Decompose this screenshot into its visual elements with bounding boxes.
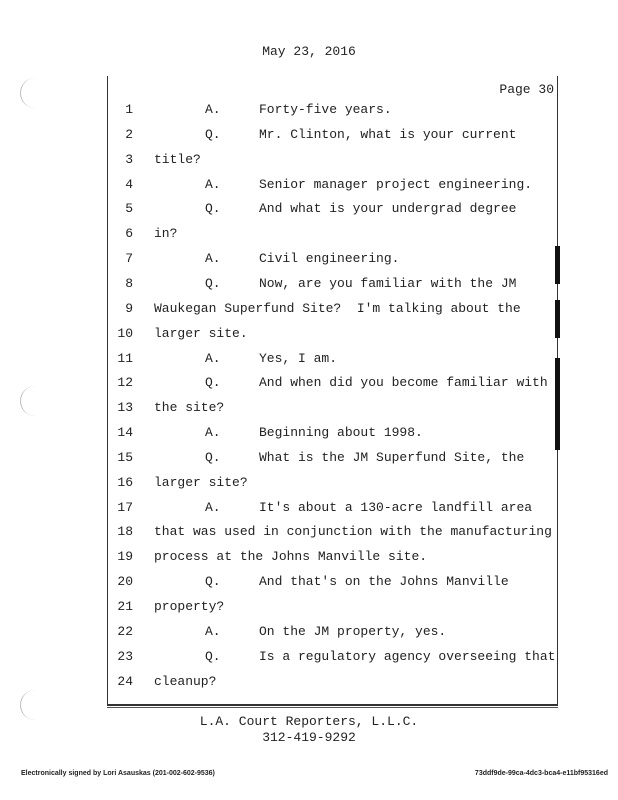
- line-text: cleanup?: [154, 673, 217, 689]
- transcript-line: [0, 177, 618, 197]
- line-text: It's about a 130-acre landfill area: [259, 499, 533, 515]
- speaker-label: A.: [205, 499, 221, 515]
- speaker-label: A.: [205, 425, 221, 441]
- transcript-line: [0, 649, 618, 669]
- transcript-line: [0, 375, 618, 395]
- transcript-line: [0, 226, 618, 246]
- speaker-label: A.: [205, 176, 221, 192]
- line-text: Mr. Clinton, what is your current: [259, 126, 517, 142]
- transcript-line: [0, 201, 618, 221]
- line-number: 8: [125, 275, 133, 291]
- transcript-line: [0, 276, 618, 296]
- line-number: 14: [117, 425, 133, 441]
- line-text: that was used in conjunction with the manufacturing: [154, 524, 552, 540]
- court-reporter-phone: 312-419-9292: [262, 730, 356, 745]
- speaker-label: Q.: [205, 126, 221, 142]
- transcript-line: [0, 425, 618, 445]
- transcript-line: [0, 624, 618, 644]
- line-number: 11: [117, 350, 133, 366]
- line-text: And what is your undergrad degree: [259, 201, 517, 217]
- line-number: 13: [117, 400, 133, 416]
- line-number: 21: [117, 599, 133, 614]
- line-number: 16: [117, 474, 133, 490]
- line-text: process at the Johns Manville site.: [154, 549, 428, 565]
- line-text: the site?: [154, 400, 225, 416]
- transcript-line: [0, 351, 618, 371]
- line-text: in?: [154, 226, 178, 242]
- line-text: Civil engineering.: [259, 251, 400, 267]
- transcript-line: [0, 102, 618, 122]
- line-number: 24: [117, 673, 133, 689]
- transcript-line: [0, 127, 618, 147]
- line-number: 23: [117, 648, 133, 664]
- transcript-line: [0, 475, 618, 495]
- transcript-line: [0, 400, 618, 420]
- line-number: 1: [125, 102, 133, 117]
- line-number: 3: [125, 151, 133, 167]
- line-number: 4: [125, 176, 133, 192]
- transcript-line: [0, 549, 618, 569]
- line-text: On the JM property, yes.: [259, 623, 447, 639]
- line-text: What is the JM Superfund Site, the: [259, 449, 525, 465]
- line-number: 2: [125, 126, 133, 142]
- speaker-label: Q.: [205, 648, 221, 664]
- transcript-line: [0, 450, 618, 470]
- court-reporter-name: L.A. Court Reporters, L.L.C.: [199, 714, 419, 729]
- line-text: larger site?: [154, 474, 248, 490]
- line-number: 10: [117, 325, 133, 341]
- line-number: 19: [117, 549, 133, 565]
- transcript-line: [0, 326, 618, 346]
- speaker-label: Q.: [205, 574, 221, 590]
- line-text: property?: [154, 599, 225, 614]
- line-text: Forty-five years.: [259, 102, 392, 117]
- transcript-line: [0, 500, 618, 520]
- line-text: And that's on the Johns Manville: [259, 574, 509, 590]
- line-number: 22: [117, 623, 133, 639]
- speaker-label: Q.: [205, 375, 221, 391]
- page-number: Page 30: [499, 82, 554, 97]
- line-number: 7: [125, 251, 133, 267]
- transcript-line: [0, 251, 618, 271]
- transcript-line: [0, 599, 618, 619]
- transcript-line: [0, 152, 618, 172]
- line-number: 5: [125, 201, 133, 217]
- transcript-line: [0, 574, 618, 594]
- speaker-label: A.: [205, 251, 221, 267]
- line-number: 12: [117, 375, 133, 391]
- line-number: 6: [125, 226, 133, 242]
- transcript-date: May 23, 2016: [262, 44, 356, 59]
- document-hash: 73ddf9de-99ca-4dc3-bca4-e11bf95316ed: [474, 770, 608, 777]
- line-text: Beginning about 1998.: [259, 425, 423, 441]
- transcript-line: [0, 301, 618, 321]
- transcript-line: [0, 674, 618, 694]
- line-number: 17: [117, 499, 133, 515]
- line-number: 15: [117, 449, 133, 465]
- line-text: larger site.: [154, 325, 248, 341]
- line-text: Is a regulatory agency overseeing that: [259, 648, 556, 664]
- speaker-label: A.: [205, 102, 221, 117]
- line-number: 18: [117, 524, 133, 540]
- line-number: 20: [117, 574, 133, 590]
- speaker-label: Q.: [205, 275, 221, 291]
- transcript-line: [0, 524, 618, 544]
- speaker-label: A.: [205, 623, 221, 639]
- line-number: 9: [125, 300, 133, 316]
- line-text: Yes, I am.: [259, 350, 338, 366]
- line-text: Waukegan Superfund Site? I'm talking about the: [154, 300, 521, 316]
- speaker-label: A.: [205, 350, 221, 366]
- line-text: Senior manager project engineering.: [259, 176, 533, 192]
- electronic-signature-note: Electronically signed by Lori Asauskas (201-002-602-9536): [21, 770, 215, 777]
- line-text: And when did you become familiar with: [259, 375, 548, 391]
- speaker-label: Q.: [205, 201, 221, 217]
- line-text: Now, are you familiar with the JM: [259, 275, 517, 291]
- line-text: title?: [154, 151, 201, 167]
- speaker-label: Q.: [205, 449, 221, 465]
- bottom-rule: [107, 707, 558, 708]
